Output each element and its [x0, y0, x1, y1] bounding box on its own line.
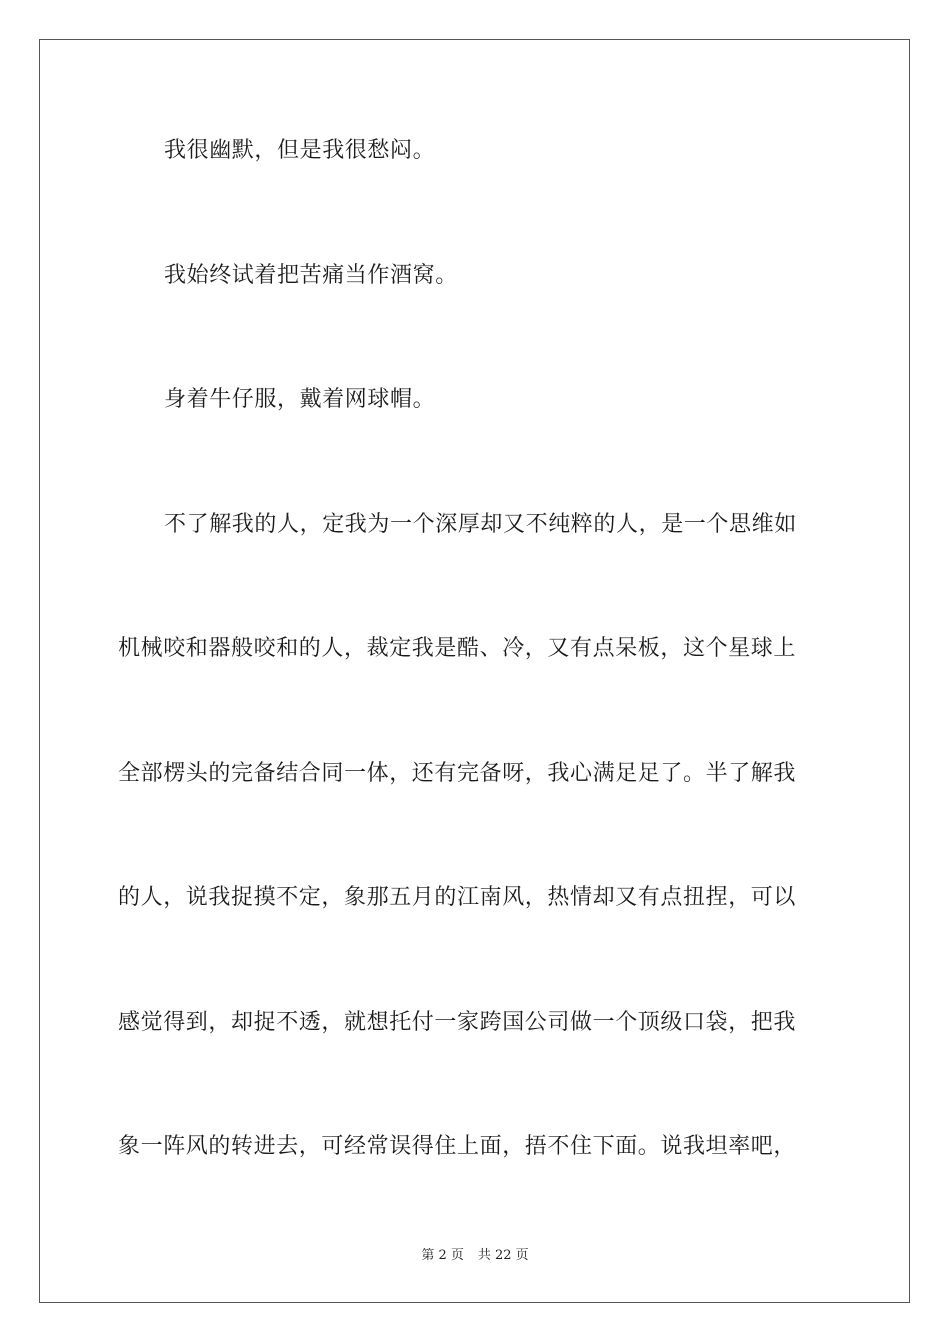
paragraph-4-line-4: 的人，说我捉摸不定，象那五月的江南风，热情却又有点扭捏，可以 [118, 885, 797, 910]
paragraph-4-line-6: 象一阵风的转进去，可经常误得住上面，捂不住下面。说我坦率吧， [118, 1134, 797, 1159]
page-border [39, 39, 910, 1303]
paragraph-4-line-3: 全部楞头的完备结合同一体，还有完备呀，我心满足足了。半了解我 [118, 761, 797, 786]
paragraph-4-line-5: 感觉得到，却捉不透，就想托付一家跨国公司做一个顶级口袋，把我 [118, 1010, 797, 1035]
page-number: 第 2 页 [421, 1248, 464, 1263]
paragraph-4-line-1: 不了解我的人，定我为一个深厚却又不纯粹的人，是一个思维如 [164, 512, 797, 537]
page-total: 共 22 页 [477, 1248, 529, 1263]
paragraph-3: 身着牛仔服，戴着网球帽。 [164, 387, 436, 412]
paragraph-4-line-2: 机械咬和器般咬和的人，裁定我是酷、冷，又有点呆板，这个星球上 [118, 636, 797, 661]
page-footer [0, 1246, 950, 1266]
paragraph-1: 我很幽默，但是我很愁闷。 [164, 138, 436, 163]
paragraph-2: 我始终试着把苦痛当作酒窝。 [164, 263, 458, 288]
